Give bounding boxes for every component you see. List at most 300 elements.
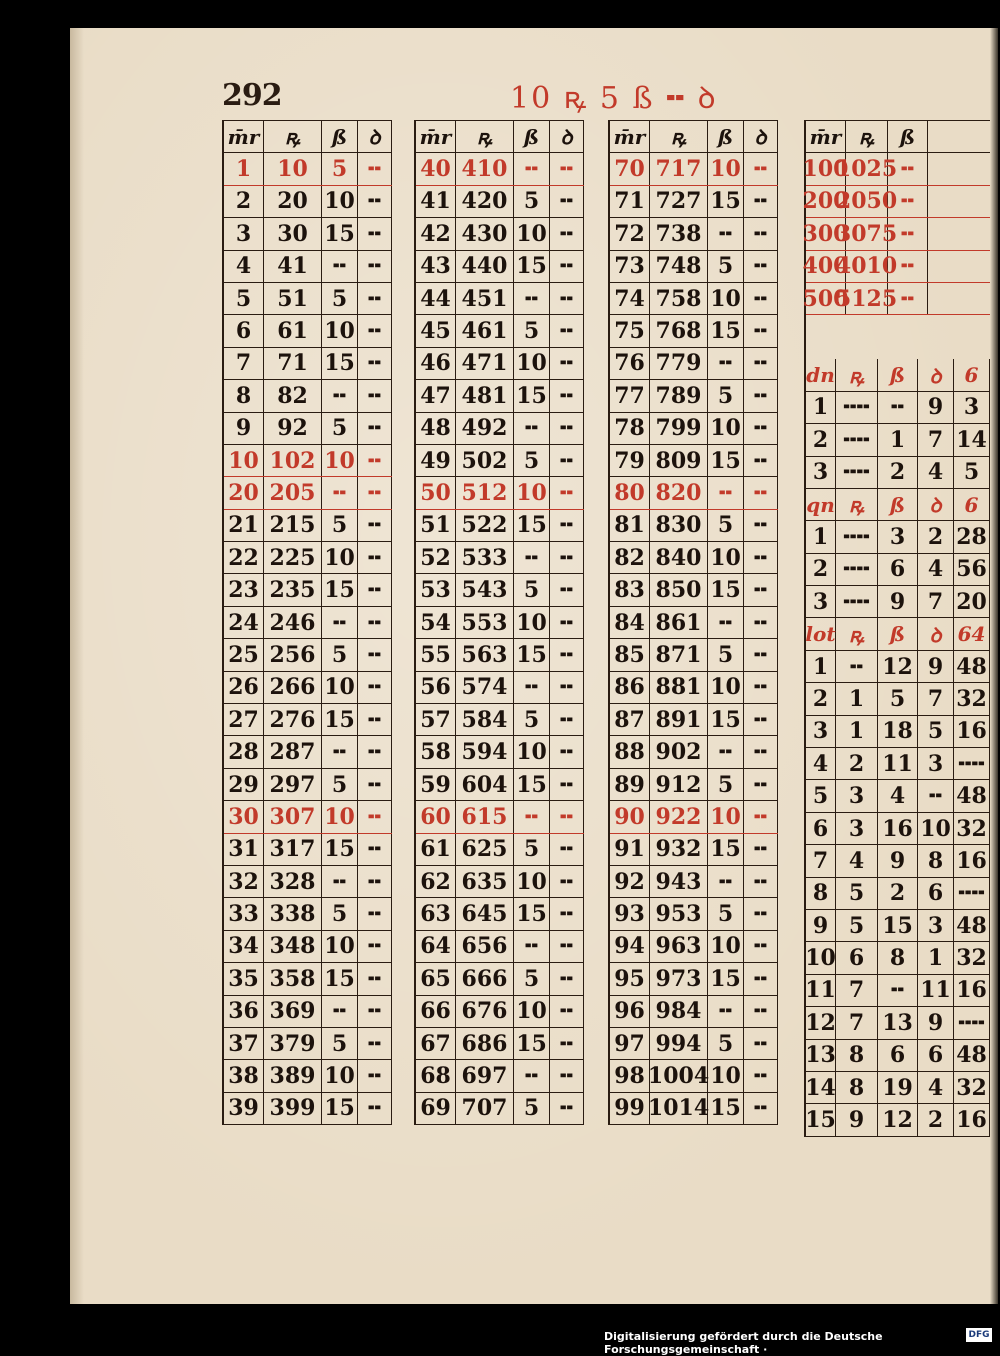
table-cell: 717	[650, 153, 708, 184]
table-cell: 2	[918, 521, 954, 552]
table-cell: 48	[954, 780, 990, 811]
conversion-table-4	[804, 120, 990, 1137]
table-cell: ╍	[550, 769, 584, 800]
table-cell: 9	[918, 1007, 954, 1038]
table-cell: ꝺ	[550, 121, 584, 152]
table-cell: ╍	[550, 413, 584, 444]
table-cell: ╍	[514, 1060, 550, 1091]
table-row	[224, 672, 392, 704]
table-cell: 64	[954, 618, 990, 649]
table-cell: ╍	[514, 283, 550, 314]
table-cell: 20	[264, 186, 322, 217]
table-cell: 9	[918, 651, 954, 682]
table-cell: 5	[224, 283, 264, 314]
table-cell: 35	[224, 963, 264, 994]
table-cell: ╍	[744, 477, 778, 508]
table-cell: 19	[878, 1072, 918, 1103]
table-cell: 74	[610, 283, 650, 314]
table-cell: 2	[836, 748, 878, 779]
table-cell: ╍	[358, 186, 392, 217]
table-row	[416, 1093, 584, 1125]
table-cell: 56	[954, 554, 990, 585]
table-cell: 32	[954, 813, 990, 844]
section-gap	[806, 315, 990, 359]
table-cell: 2	[806, 554, 836, 585]
table-cell: 584	[456, 704, 514, 735]
table-cell: 95	[610, 963, 650, 994]
table-cell: 30	[264, 218, 322, 249]
table-cell: 15	[514, 380, 550, 411]
table-row	[224, 1028, 392, 1060]
table-row	[610, 445, 778, 477]
table-cell: 16	[878, 813, 918, 844]
table-row	[610, 477, 778, 509]
table-row	[224, 607, 392, 639]
table-cell: 79	[610, 445, 650, 476]
table-cell: 15	[708, 186, 744, 217]
table-cell: 10	[514, 607, 550, 638]
table-cell: 748	[650, 251, 708, 282]
table-cell: 912	[650, 769, 708, 800]
table-row	[806, 975, 990, 1007]
table-cell: 14	[806, 1072, 836, 1103]
table-cell: 46	[416, 348, 456, 379]
table-cell: ╍	[358, 704, 392, 735]
table-cell: 5	[514, 574, 550, 605]
table-cell: 1025	[846, 153, 888, 184]
table-cell: 809	[650, 445, 708, 476]
table-cell: 15	[514, 769, 550, 800]
table-cell: m̄r	[610, 121, 650, 152]
table-row	[416, 639, 584, 671]
table-cell: ╍	[550, 153, 584, 184]
table-row	[224, 1093, 392, 1125]
table-cell: ꝶ	[836, 489, 878, 520]
table-row	[610, 963, 778, 995]
table-cell: 10	[322, 186, 358, 217]
table-row	[610, 607, 778, 639]
table-cell: 6	[918, 878, 954, 909]
table-cell: 881	[650, 672, 708, 703]
table-cell: 4	[836, 845, 878, 876]
table-cell: ꝶ	[846, 121, 888, 152]
table-row	[610, 672, 778, 704]
table-cell: 348	[264, 931, 322, 962]
table-cell: 533	[456, 542, 514, 573]
table-cell: 51	[264, 283, 322, 314]
table-cell: ╍	[358, 963, 392, 994]
table-cell: ╍	[514, 413, 550, 444]
table-cell: ╍	[358, 672, 392, 703]
table-cell: ╍	[888, 218, 928, 249]
table-cell: 943	[650, 866, 708, 897]
table-cell: ╍	[744, 639, 778, 670]
table-cell: 553	[456, 607, 514, 638]
table-row	[806, 586, 990, 618]
table-cell: 80	[610, 477, 650, 508]
table-cell: 85	[610, 639, 650, 670]
table-cell: 10	[708, 283, 744, 314]
table-cell: 15	[806, 1104, 836, 1135]
table-cell: 76	[610, 348, 650, 379]
table-cell: ╍	[550, 477, 584, 508]
table-cell: ╍	[550, 607, 584, 638]
table-cell: 10	[514, 866, 550, 897]
table-cell: ╍	[514, 931, 550, 962]
table-cell: ╍	[550, 218, 584, 249]
table-cell: 77	[610, 380, 650, 411]
table-cell: ╍	[744, 963, 778, 994]
table-row	[224, 315, 392, 347]
table-cell: 83	[610, 574, 650, 605]
table-cell: 4	[806, 748, 836, 779]
table-cell: 389	[264, 1060, 322, 1091]
table-cell: ╍	[550, 283, 584, 314]
table-cell: 10	[264, 153, 322, 184]
table-cell: ╍	[744, 704, 778, 735]
table-cell: 604	[456, 769, 514, 800]
table-cell: 3	[918, 910, 954, 941]
table-cell: 50	[416, 477, 456, 508]
table-cell: 15	[708, 1093, 744, 1124]
table-cell: 686	[456, 1028, 514, 1059]
table-row	[224, 186, 392, 218]
table-cell: 54	[416, 607, 456, 638]
table-cell: 10	[708, 1060, 744, 1091]
table-cell: 99	[610, 1093, 650, 1124]
table-cell: 86	[610, 672, 650, 703]
table-cell: 15	[708, 834, 744, 865]
table-cell: qn	[806, 489, 836, 520]
table-cell: 1	[836, 683, 878, 714]
table-row	[416, 153, 584, 185]
table-cell: 3	[806, 457, 836, 488]
table-cell: 5	[954, 457, 990, 488]
table-cell: 15	[514, 510, 550, 541]
table-cell: 820	[650, 477, 708, 508]
table-row	[224, 413, 392, 445]
table-cell: ╍	[550, 1028, 584, 1059]
table-cell: ╍	[322, 866, 358, 897]
table-cell: 10	[918, 813, 954, 844]
table-cell: ╍╍	[836, 457, 878, 488]
table-cell: ꝶ	[836, 618, 878, 649]
table-cell: 5	[708, 1028, 744, 1059]
table-cell: ╍	[878, 975, 918, 1006]
table-cell: 3	[836, 780, 878, 811]
table-cell: 26	[224, 672, 264, 703]
section-header-row	[806, 359, 990, 391]
table-row	[224, 996, 392, 1028]
table-row	[610, 801, 778, 833]
table-cell: 16	[954, 845, 990, 876]
table-row	[806, 683, 990, 715]
table-cell: 768	[650, 315, 708, 346]
table-cell: 2	[878, 457, 918, 488]
table-cell: ╍	[744, 607, 778, 638]
table-row	[224, 834, 392, 866]
table-cell: lot	[806, 618, 836, 649]
table-cell: 2	[806, 683, 836, 714]
table-cell: ╍	[744, 898, 778, 929]
table-cell: 16	[954, 716, 990, 747]
table-cell: 266	[264, 672, 322, 703]
table-cell: 29	[224, 769, 264, 800]
table-cell: 11	[878, 748, 918, 779]
table-cell: ╍	[358, 153, 392, 184]
table-cell: 4010	[846, 251, 888, 282]
table-cell: ╍	[358, 866, 392, 897]
table-row	[806, 1072, 990, 1104]
table-row	[610, 704, 778, 736]
table-cell: 7	[918, 424, 954, 455]
table-row	[806, 651, 990, 683]
table-cell: 5	[708, 251, 744, 282]
table-cell: ╍	[550, 380, 584, 411]
table-cell: 5	[708, 510, 744, 541]
table-cell: 1	[224, 153, 264, 184]
table-cell: 48	[416, 413, 456, 444]
table-cell: ╍	[358, 413, 392, 444]
table-cell: 5	[322, 413, 358, 444]
table-cell: 9	[836, 1104, 878, 1135]
table-cell: ╍	[358, 607, 392, 638]
table-cell: 902	[650, 736, 708, 767]
table-cell: 1	[806, 392, 836, 423]
table-cell: ꝶ	[456, 121, 514, 152]
table-cell: 625	[456, 834, 514, 865]
table-row	[416, 1060, 584, 1092]
table-cell: ╍	[514, 801, 550, 832]
table-cell: 10	[322, 1060, 358, 1091]
table-row	[224, 380, 392, 412]
table-cell: ╍	[744, 736, 778, 767]
table-cell: 5	[806, 780, 836, 811]
table-cell: ꝶ	[836, 359, 878, 390]
table-cell: 225	[264, 542, 322, 573]
table-cell: 68	[416, 1060, 456, 1091]
table-row	[224, 704, 392, 736]
table-cell: 5	[708, 769, 744, 800]
table-cell: 8	[836, 1072, 878, 1103]
footer-credit: Digitalisierung gefördert durch die Deutsche Forschungsgemeinschaft ·	[604, 1330, 883, 1356]
table-cell: ╍	[358, 477, 392, 508]
table-cell: 861	[650, 607, 708, 638]
table-cell: 8	[836, 1040, 878, 1071]
table-row	[224, 153, 392, 185]
table-cell: 300	[806, 218, 846, 249]
table-cell: 973	[650, 963, 708, 994]
table-cell: 1	[806, 651, 836, 682]
table-row	[610, 251, 778, 283]
table-cell: ╍	[708, 866, 744, 897]
table-row	[806, 780, 990, 812]
table-row	[610, 1028, 778, 1060]
table-cell: 5	[878, 683, 918, 714]
table-cell: 41	[264, 251, 322, 282]
table-cell: 72	[610, 218, 650, 249]
table-cell: 2	[806, 424, 836, 455]
table-cell: 27	[224, 704, 264, 735]
table-cell: 1014	[650, 1093, 708, 1124]
table-row	[806, 910, 990, 942]
table-cell: 52	[416, 542, 456, 573]
table-cell: ß	[708, 121, 744, 152]
table-row	[610, 542, 778, 574]
table-row	[416, 380, 584, 412]
table-cell: 37	[224, 1028, 264, 1059]
table-cell: 15	[708, 574, 744, 605]
table-cell: 276	[264, 704, 322, 735]
table-cell: 8	[878, 942, 918, 973]
table-cell: 471	[456, 348, 514, 379]
table-cell: 246	[264, 607, 322, 638]
table-cell: 20	[224, 477, 264, 508]
table-cell: 707	[456, 1093, 514, 1124]
table-cell: 738	[650, 218, 708, 249]
table-cell: 14	[954, 424, 990, 455]
table-cell: ╍	[918, 780, 954, 811]
table-cell: 4	[918, 457, 954, 488]
table-cell: 71	[610, 186, 650, 217]
table-cell: 9	[224, 413, 264, 444]
page-number: 292	[222, 78, 282, 113]
table-cell: 963	[650, 931, 708, 962]
table-cell: 32	[954, 683, 990, 714]
table-cell: 32	[954, 1072, 990, 1103]
table-cell: 10	[224, 445, 264, 476]
table-cell: 3	[806, 716, 836, 747]
table-cell: ╍	[708, 348, 744, 379]
table-cell: 32	[224, 866, 264, 897]
table-cell: 39	[224, 1093, 264, 1124]
table-cell: 10	[708, 801, 744, 832]
table-row	[416, 834, 584, 866]
table-cell: 96	[610, 996, 650, 1027]
table-cell: ╍	[358, 542, 392, 573]
table-header-row	[224, 121, 392, 153]
table-row	[802, 218, 990, 250]
table-cell: 492	[456, 413, 514, 444]
table-cell: 5	[322, 898, 358, 929]
table-cell: ╍	[744, 931, 778, 962]
table-cell: 379	[264, 1028, 322, 1059]
table-cell: ╍	[358, 769, 392, 800]
table-cell: 22	[224, 542, 264, 573]
table-cell: 42	[416, 218, 456, 249]
table-cell: 6	[954, 489, 990, 520]
table-cell: 645	[456, 898, 514, 929]
table-cell: 3	[918, 748, 954, 779]
table-row	[610, 348, 778, 380]
table-cell: ╍	[358, 315, 392, 346]
table-cell: ╍	[322, 607, 358, 638]
table-cell: 574	[456, 672, 514, 703]
table-cell: 317	[264, 834, 322, 865]
table-cell: ß	[514, 121, 550, 152]
table-cell: 82	[264, 380, 322, 411]
table-cell: 10	[322, 542, 358, 573]
table-row	[416, 510, 584, 542]
table-header-row	[806, 121, 990, 153]
table-cell: 235	[264, 574, 322, 605]
table-cell: 3	[836, 813, 878, 844]
table-cell: 10	[322, 445, 358, 476]
table-cell: 922	[650, 801, 708, 832]
table-cell: 10	[514, 996, 550, 1027]
table-cell: ╍	[358, 218, 392, 249]
table-cell: 64	[416, 931, 456, 962]
table-cell: ╍	[358, 931, 392, 962]
table-cell: 4	[224, 251, 264, 282]
table-cell: 5	[322, 639, 358, 670]
table-cell: 32	[954, 942, 990, 973]
table-cell: 102	[264, 445, 322, 476]
table-cell: 8	[224, 380, 264, 411]
table-cell: ╍	[358, 251, 392, 282]
table-row	[610, 866, 778, 898]
table-cell: ╍	[514, 153, 550, 184]
table-cell: 23	[224, 574, 264, 605]
conversion-table-3	[608, 120, 778, 1125]
table-cell: 92	[264, 413, 322, 444]
table-cell: 16	[954, 1104, 990, 1135]
table-cell: ╍	[708, 477, 744, 508]
table-row	[416, 898, 584, 930]
table-row	[224, 348, 392, 380]
table-row	[806, 1104, 990, 1136]
table-cell: 5	[514, 315, 550, 346]
table-cell: ╍	[708, 607, 744, 638]
table-row	[416, 283, 584, 315]
table-cell: 7	[836, 975, 878, 1006]
table-cell: ╍	[514, 672, 550, 703]
table-cell: 49	[416, 445, 456, 476]
table-cell: 5	[514, 445, 550, 476]
table-row	[806, 813, 990, 845]
table-cell: ╍╍	[836, 392, 878, 423]
table-cell: ╍	[358, 510, 392, 541]
table-row	[224, 445, 392, 477]
table-row	[224, 801, 392, 833]
table-row	[610, 931, 778, 963]
table-cell: 5	[836, 878, 878, 909]
table-cell: ╍	[550, 672, 584, 703]
table-cell: 5	[836, 910, 878, 941]
table-cell: ╍	[744, 1028, 778, 1059]
table-cell: 543	[456, 574, 514, 605]
table-cell: 33	[224, 898, 264, 929]
table-cell: ß	[878, 618, 918, 649]
table-cell: 58	[416, 736, 456, 767]
table-cell: 25	[224, 639, 264, 670]
table-cell: ╍╍	[836, 586, 878, 617]
table-cell: 440	[456, 251, 514, 282]
table-cell: 430	[456, 218, 514, 249]
table-row	[806, 392, 990, 424]
table-row	[416, 996, 584, 1028]
table-cell: 5	[322, 153, 358, 184]
table-cell: 420	[456, 186, 514, 217]
table-cell: ꝺ	[918, 618, 954, 649]
table-cell: 6	[224, 315, 264, 346]
table-cell: 48	[954, 1040, 990, 1071]
table-cell: 615	[456, 801, 514, 832]
table-row	[806, 942, 990, 974]
table-cell: 5	[514, 186, 550, 217]
table-cell: 369	[264, 996, 322, 1027]
table-row	[610, 1060, 778, 1092]
